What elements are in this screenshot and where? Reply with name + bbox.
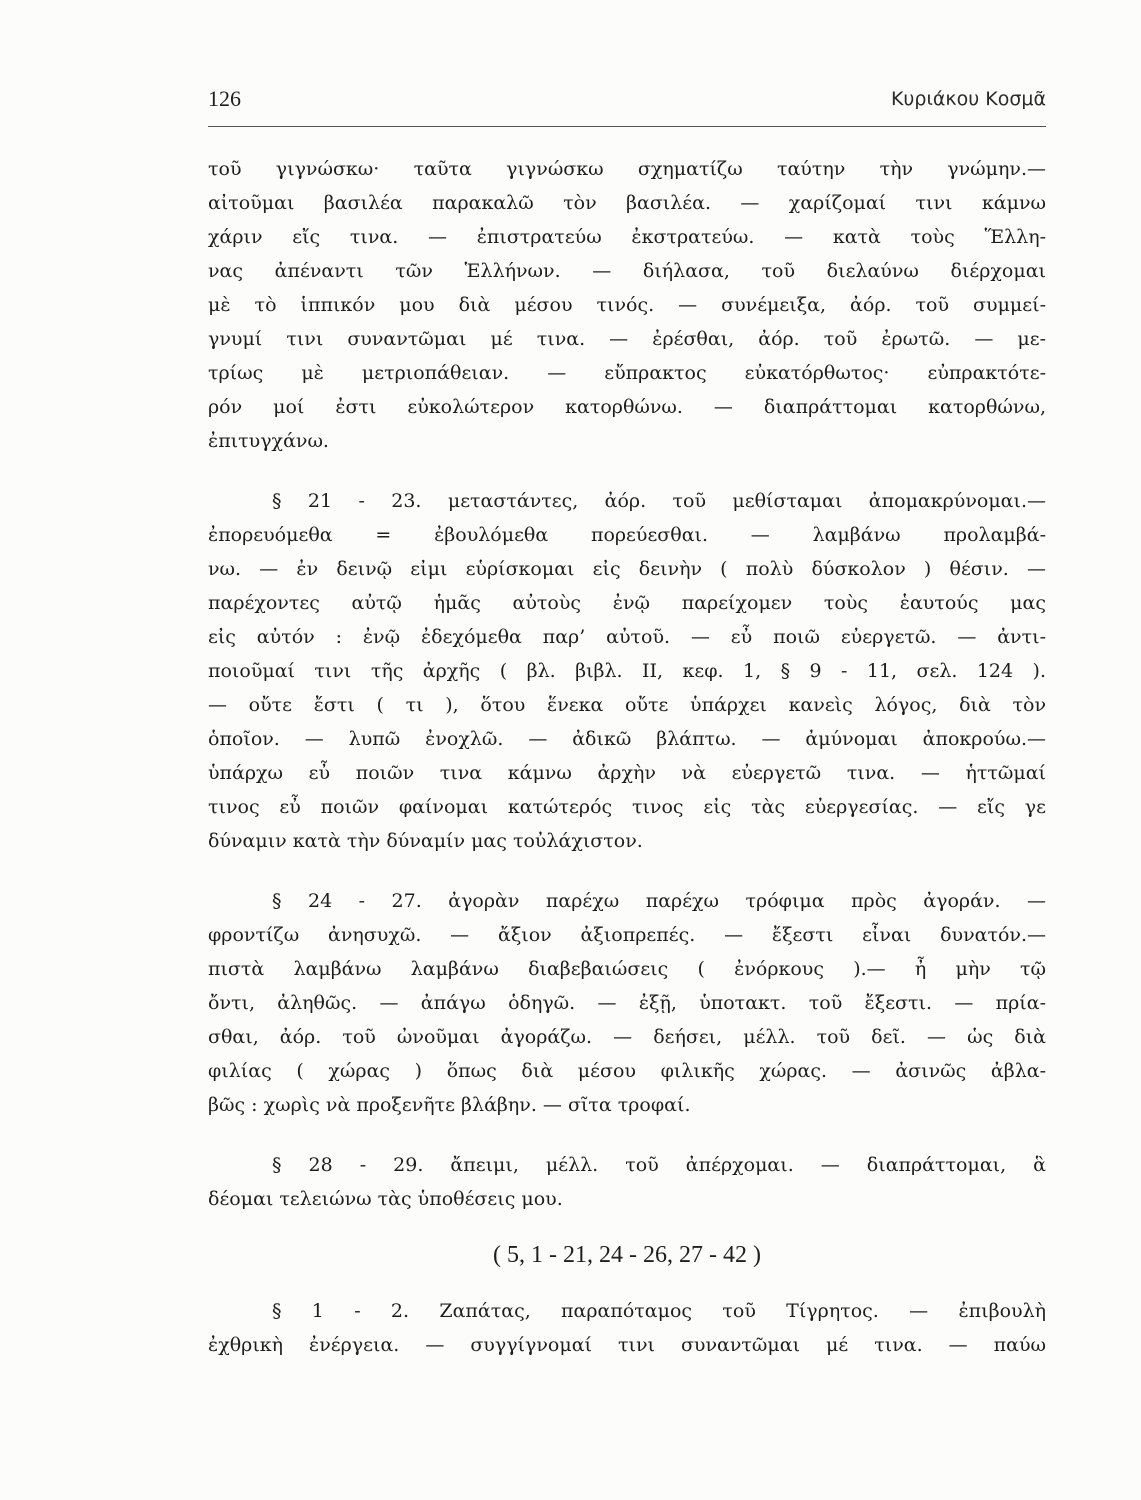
- text-line: ρόν μοί ἐστι εὐκολώτερον κατορθώνω. — διαπράττομαι κατορθώνω,: [208, 396, 1046, 418]
- text-line: ἐπορευόμεθα = ἐβουλόμεθα πορεύεσθαι. — λαμβάνω προλαμβά-: [208, 524, 1046, 546]
- text-line: γνυμί τινι συναντῶμαι μέ τινα. — ἐρέσθαι, ἀόρ. τοῦ ἐρωτῶ. — με-: [208, 328, 1046, 350]
- paragraph-gap: [208, 858, 1046, 884]
- text-line: — οὔτε ἔστι ( τι ), ὅτου ἕνεκα οὔτε ὑπάρχει κανεὶς λόγος, διὰ τὸν: [208, 694, 1046, 716]
- body-text: [208, 152, 1046, 1362]
- running-head-author: Κυριάκου Κοσμᾶ: [890, 88, 1046, 110]
- text-line: χάριν εἴς τινα. — ἐπιστρατεύω ἐκστρατεύω. — κατὰ τοὺς Ἕλλη-: [208, 226, 1046, 248]
- paragraph-gap: [208, 1122, 1046, 1148]
- text-line: πιστὰ λαμβάνω λαμβάνω διαβεβαιώσεις ( ἐνόρκους ).— ἦ μὴν τῷ: [208, 958, 1046, 980]
- text-line: δέομαι τελειώνω τὰς ὑποθέσεις μου.: [208, 1188, 563, 1210]
- text-line: ἐπιτυγχάνω.: [208, 430, 329, 452]
- paragraph-gap: [208, 1272, 1046, 1294]
- text-line: φιλίας ( χώρας ) ὅπως διὰ μέσου φιλικῆς χώρας. — ἀσινῶς ἀβλα-: [208, 1060, 1046, 1082]
- text-line: δύναμιν κατὰ τὴν δύναμίν μας τοὐλάχιστον.: [208, 830, 643, 852]
- paragraph-gap: [208, 1216, 1046, 1238]
- text-line: ποιοῦμαί τινι τῆς ἀρχῆς ( βλ. βιβλ. II, κεφ. 1, § 9 - 11, σελ. 124 ).: [208, 660, 1046, 682]
- text-line: βῶς : χωρὶς νὰ προξενῆτε βλάβην. — σῖτα τροφαί.: [208, 1094, 691, 1116]
- text-line: αἰτοῦμαι βασιλέα παρακαλῶ τὸν βασιλέα. — χαρίζομαί τινι κάμνω: [208, 192, 1046, 214]
- text-line: φροντίζω ἀνησυχῶ. — ἄξιον ἀξιοπρεπές. — ἔξεστι εἶναι δυνατόν.—: [208, 924, 1046, 946]
- text-line: νας ἀπέναντι τῶν Ἑλλήνων. — διήλασα, τοῦ διελαύνω διέρχομαι: [208, 260, 1046, 282]
- running-head: [208, 86, 1046, 127]
- text-line: ἐχθρικὴ ἐνέργεια. — συγγίγνομαί τινι συναντῶμαι μέ τινα. — παύω: [208, 1334, 1046, 1356]
- text-line: παρέχοντες αὐτῷ ἡμᾶς αὐτοὺς ἐνῷ παρείχομεν τοὺς ἑαυτούς μας: [208, 592, 1046, 614]
- page-number: 126: [208, 86, 241, 111]
- text-line: τινος εὖ ποιῶν φαίνομαι κατώτερός τινος εἰς τὰς εὐεργεσίας. — εἴς γε: [208, 796, 1046, 818]
- section-heading-line: § 28 - 29. ἄπειμι, μέλλ. τοῦ ἀπέρχομαι. — διαπράττομαι, ἃ: [272, 1154, 1046, 1176]
- text-line: ὁποῖον. — λυπῶ ἐνοχλῶ. — ἀδικῶ βλάπτω. — ἀμύνομαι ἀποκρούω.—: [208, 728, 1046, 750]
- text-line: νω. — ἐν δεινῷ εἰμι εὑρίσκομαι εἰς δεινὴν ( πολὺ δύσκολον ) θέσιν. —: [208, 558, 1046, 580]
- text-line: ὄντι, ἀληθῶς. — ἀπάγω ὁδηγῶ. — ἐξῇ, ὑποτακτ. τοῦ ἔξεστι. — πρία-: [208, 992, 1046, 1014]
- text-line: εἰς αὐτόν : ἐνῷ ἐδεχόμεθα παρ’ αὐτοῦ. — εὖ ποιῶ εὐεργετῶ. — ἀντι-: [208, 626, 1046, 648]
- chapter-reference: ( 5, 1 - 21, 24 - 26, 27 - 42 ): [493, 1242, 761, 1268]
- paragraph-gap: [208, 458, 1046, 484]
- section-heading-line: § 24 - 27. ἀγορὰν παρέχω παρέχω τρόφιμα πρὸς ἀγοράν. —: [272, 890, 1046, 912]
- text-line: τοῦ γιγνώσκω· ταῦτα γιγνώσκω σχηματίζω ταύτην τὴν γνώμην.—: [208, 158, 1046, 180]
- text-line: ὑπάρχω εὖ ποιῶν τινα κάμνω ἀρχὴν νὰ εὐεργετῶ τινα. — ἡττῶμαί: [208, 762, 1046, 784]
- text-line: τρίως μὲ μετριοπάθειαν. — εὔπρακτος εὐκατόρθωτος· εὐπρακτότε-: [208, 362, 1046, 384]
- section-heading-line: § 1 - 2. Ζαπάτας, παραπόταμος τοῦ Τίγρητος. — ἐπιβουλὴ: [272, 1300, 1046, 1322]
- section-heading-line: § 21 - 23. μεταστάντες, ἀόρ. τοῦ μεθίσταμαι ἀπομακρύνομαι.—: [272, 490, 1046, 512]
- text-line: σθαι, ἀόρ. τοῦ ὠνοῦμαι ἀγοράζω. — δεήσει, μέλλ. τοῦ δεῖ. — ὡς διὰ: [208, 1026, 1046, 1048]
- text-line: μὲ τὸ ἱππικόν μου διὰ μέσου τινός. — συνέμειξα, ἀόρ. τοῦ συμμεί-: [208, 294, 1046, 316]
